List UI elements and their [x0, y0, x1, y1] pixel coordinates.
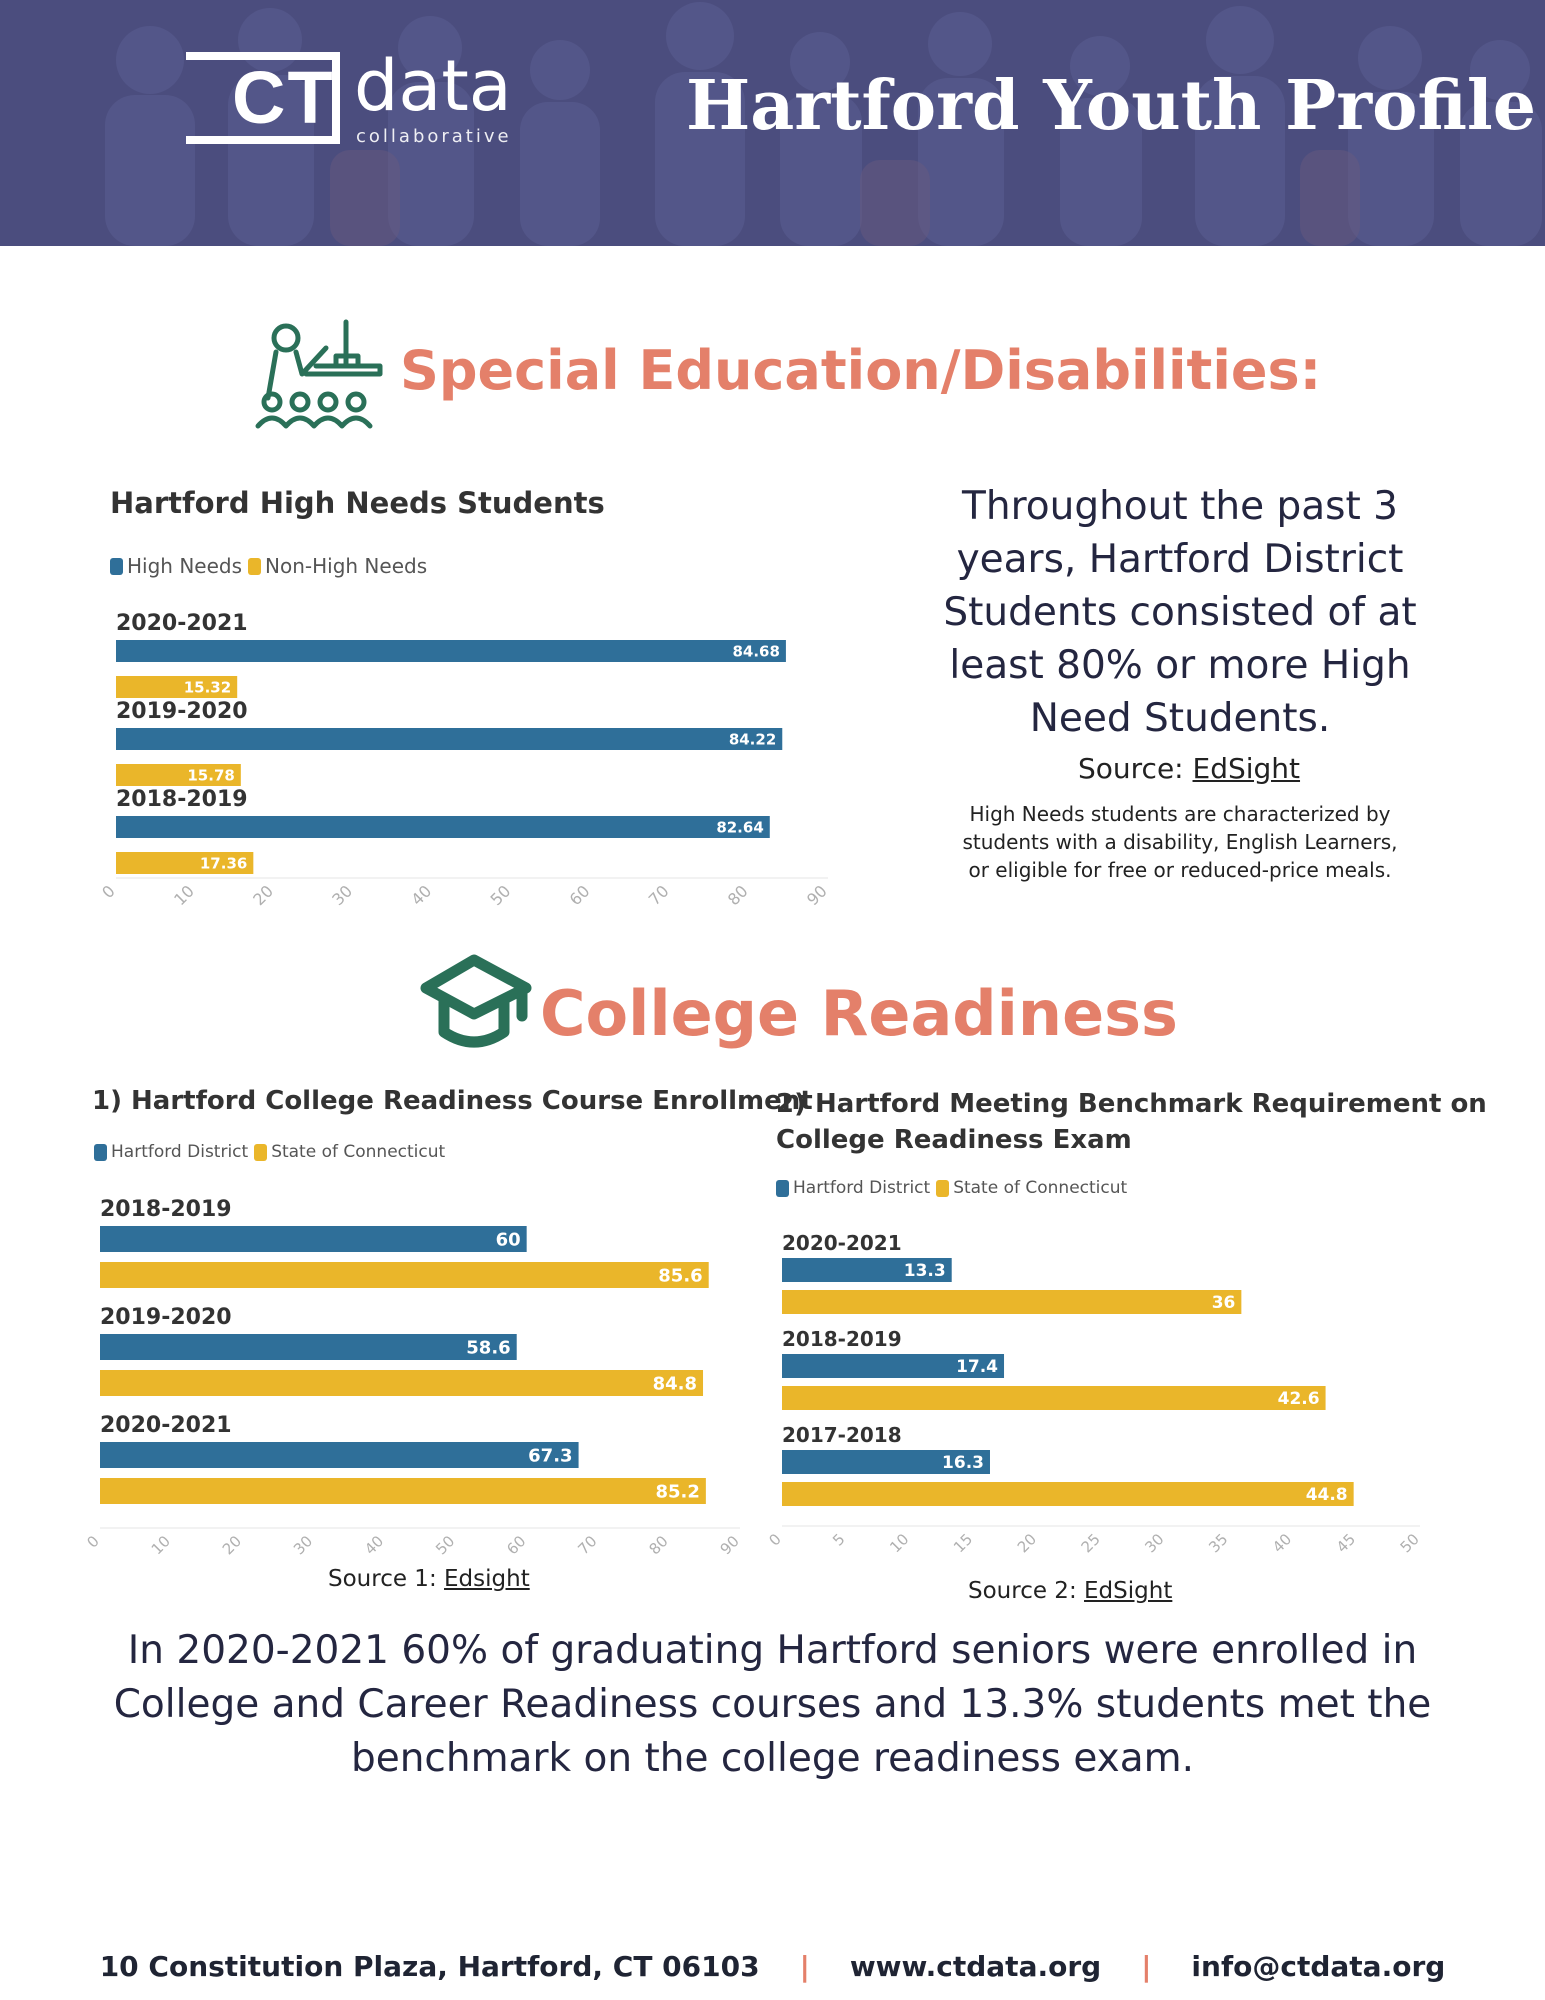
bar-value-label: 15.32 — [183, 678, 232, 697]
x-tick-label: 20 — [249, 881, 278, 910]
x-tick-label: 0 — [83, 1532, 103, 1552]
x-tick-label: 45 — [1332, 1530, 1360, 1557]
high-needs-chart-title: Hartford High Needs Students — [110, 486, 605, 520]
benchmark-chart-title — [776, 1086, 1487, 1158]
teacher-classroom-icon — [256, 318, 386, 430]
page-title: Hartford Youth Profile — [686, 66, 1536, 146]
edsight-link-1[interactable]: Edsight — [444, 1566, 530, 1592]
footer-separator: | — [799, 1950, 810, 1983]
benchmark-bar-chart — [765, 1222, 1470, 1572]
bar-series-1 — [100, 1442, 579, 1468]
legend-label-state-2: State of Connecticut — [953, 1178, 1128, 1198]
x-tick-label: 80 — [645, 1532, 672, 1559]
course-enrollment-bar-chart — [80, 1186, 760, 1566]
bar-value-label: 42.6 — [1277, 1389, 1320, 1410]
ctdata-logo[interactable] — [186, 45, 526, 152]
benchmark-title-line-1: 2) Hartford Meeting Benchmark Requirement on — [776, 1089, 1487, 1119]
bar-series-1 — [100, 1334, 517, 1360]
course-enrollment-legend — [94, 1142, 451, 1162]
source-2-label: Source 2: — [968, 1578, 1077, 1604]
legend-label-hartford: Hartford District — [111, 1142, 249, 1162]
x-tick-label: 80 — [723, 881, 752, 910]
high-needs-legend — [110, 554, 433, 578]
x-tick-label: 50 — [486, 881, 515, 910]
bar-value-label: 82.64 — [716, 818, 764, 837]
category-label: 2019-2020 — [116, 699, 248, 724]
bar-value-label: 84.68 — [732, 642, 780, 661]
bar-value-label: 85.2 — [655, 1481, 700, 1503]
bar-value-label: 85.6 — [658, 1265, 703, 1287]
bar-value-label: 36 — [1211, 1293, 1236, 1314]
footer-separator: | — [1141, 1950, 1152, 1983]
x-tick-label: 5 — [829, 1530, 849, 1550]
legend-label-non-high-needs: Non-High Needs — [265, 554, 428, 578]
edsight-link[interactable]: EdSight — [1192, 752, 1301, 785]
x-tick-label: 30 — [289, 1532, 317, 1559]
logo-data-text: data — [354, 45, 512, 127]
special-ed-source-label: Source: — [1078, 752, 1184, 785]
category-label: 2020-2021 — [100, 1413, 232, 1438]
bar-series-2 — [100, 1478, 706, 1504]
category-label: 2020-2021 — [782, 1231, 902, 1255]
x-tick-label: 60 — [565, 881, 594, 910]
x-tick-label: 10 — [886, 1530, 913, 1557]
bar-value-label: 67.3 — [528, 1445, 573, 1467]
college-readiness-summary: In 2020-2021 60% of graduating Hartford seniors were enrolled in College and Career Readiness courses and 13.3% students met the benchmark on the college readiness exam. — [113, 1628, 1432, 1781]
bar-value-label: 60 — [495, 1229, 521, 1251]
source-1-label: Source 1: — [328, 1566, 437, 1592]
category-label: 2020-2021 — [116, 611, 248, 636]
footer — [0, 1950, 1545, 1983]
x-tick-label: 0 — [765, 1530, 785, 1550]
bar-value-label: 17.36 — [199, 854, 248, 873]
logo-bracket-foot — [186, 136, 222, 144]
special-ed-source — [1078, 752, 1300, 785]
footer-email-link[interactable]: info@ctdata.org — [1191, 1950, 1446, 1983]
bar-series-2 — [100, 1370, 703, 1396]
legend-swatch-hartford — [94, 1144, 107, 1161]
x-tick-label: 25 — [1077, 1530, 1104, 1557]
category-label: 2018-2019 — [782, 1327, 902, 1351]
college-readiness-heading: College Readiness — [540, 977, 1178, 1050]
x-tick-label: 70 — [644, 881, 673, 910]
x-tick-label: 10 — [170, 881, 198, 910]
category-label: 2018-2019 — [116, 787, 248, 812]
legend-label-state: State of Connecticut — [271, 1142, 446, 1162]
special-education-heading: Special Education/Disabilities: — [400, 339, 1322, 402]
x-tick-label: 90 — [802, 881, 831, 910]
bar-series-2 — [782, 1482, 1354, 1506]
high-needs-callout: Throughout the past 3 years, Hartford District Students consisted of at least 80% or more High Need Students. — [943, 484, 1417, 741]
bar-value-label: 84.8 — [652, 1373, 698, 1395]
legend-swatch-hartford-2 — [776, 1180, 789, 1197]
bar-value-label: 17.4 — [956, 1357, 999, 1378]
x-tick-label: 90 — [716, 1532, 743, 1559]
x-tick-label: 10 — [147, 1532, 174, 1559]
x-tick-label: 30 — [1141, 1530, 1168, 1557]
bar-series-1 — [100, 1226, 527, 1252]
bar-series-2 — [100, 1262, 709, 1288]
legend-swatch-high-needs — [110, 558, 123, 575]
category-label: 2019-2020 — [100, 1305, 232, 1330]
x-tick-label: 50 — [432, 1532, 459, 1559]
logo-ct-text: CT — [232, 56, 335, 139]
edsight-link-2[interactable]: EdSight — [1084, 1578, 1173, 1604]
x-tick-label: 40 — [407, 881, 436, 910]
x-tick-label: 60 — [503, 1532, 530, 1559]
bar-value-label: 44.8 — [1305, 1485, 1348, 1506]
x-tick-label: 35 — [1205, 1530, 1232, 1557]
bar-value-label: 16.3 — [942, 1453, 984, 1474]
college-source-2 — [968, 1578, 1172, 1604]
benchmark-legend — [776, 1178, 1133, 1198]
college-source-1 — [328, 1566, 530, 1592]
bar-series-2 — [782, 1290, 1241, 1314]
course-enrollment-chart-title: 1) Hartford College Readiness Course Enrollment — [92, 1086, 813, 1116]
x-tick-label: 15 — [949, 1530, 977, 1557]
footer-address: 10 Constitution Plaza, Hartford, CT 06103 — [99, 1950, 760, 1983]
bar-value-label: 15.78 — [187, 766, 235, 785]
graduation-cap-icon — [418, 952, 534, 1052]
x-tick-label: 20 — [218, 1532, 246, 1559]
bar-value-label: 84.22 — [728, 730, 777, 749]
legend-label-high-needs: High Needs — [127, 554, 243, 578]
benchmark-title-line-2: College Readiness Exam — [776, 1125, 1132, 1155]
high-needs-definition: High Needs students are characterized by students with a disability, English Learners, or eligible for free or reduced-price meals. — [962, 802, 1398, 882]
x-tick-label: 40 — [361, 1532, 388, 1559]
category-label: 2018-2019 — [100, 1197, 232, 1222]
legend-label-hartford-2: Hartford District — [793, 1178, 931, 1198]
category-label: 2017-2018 — [782, 1423, 902, 1447]
x-tick-label: 30 — [328, 881, 357, 910]
x-tick-label: 50 — [1396, 1530, 1423, 1557]
x-tick-label: 40 — [1268, 1530, 1296, 1557]
bar-value-label: 58.6 — [466, 1337, 511, 1359]
x-tick-label: 20 — [1013, 1530, 1041, 1557]
legend-swatch-state — [254, 1144, 267, 1161]
bar-value-label: 13.3 — [903, 1261, 946, 1282]
x-tick-label: 0 — [98, 881, 119, 903]
bar-series-1 — [116, 816, 770, 838]
bar-series-2 — [782, 1386, 1326, 1410]
bar-series-1 — [116, 640, 786, 662]
logo-collaborative-text: collaborative — [356, 126, 512, 147]
high-needs-bar-chart — [100, 600, 840, 920]
legend-swatch-state-2 — [936, 1180, 949, 1197]
legend-swatch-non-high-needs — [248, 558, 261, 575]
bar-series-1 — [116, 728, 782, 750]
header-banner — [0, 0, 1545, 246]
footer-website-link[interactable]: www.ctdata.org — [849, 1950, 1102, 1983]
x-tick-label: 70 — [574, 1532, 601, 1559]
